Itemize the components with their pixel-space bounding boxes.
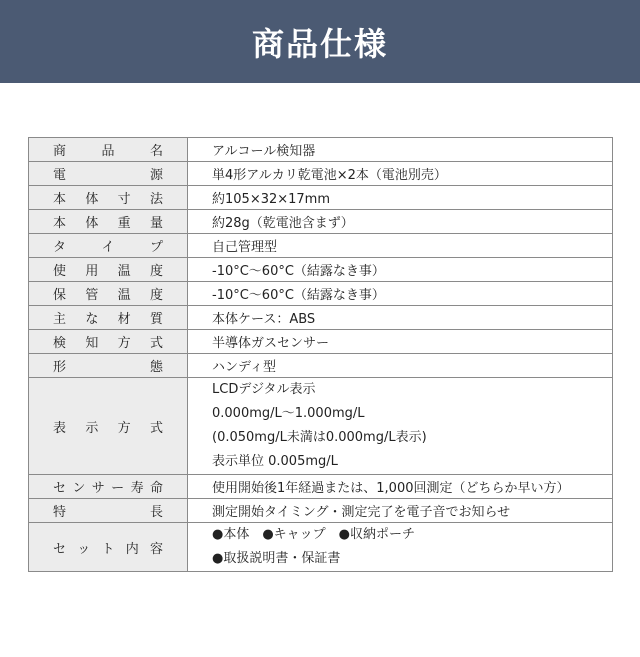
spec-label-char: プ xyxy=(149,240,163,255)
spec-label-char: 法 xyxy=(149,192,163,207)
spec-value-cell xyxy=(188,138,613,162)
spec-value: ●取扱説明書・保証書 xyxy=(212,551,341,566)
spec-label-char: 度 xyxy=(149,264,163,279)
spec-value-cell xyxy=(188,306,613,330)
spec-label-char: 体 xyxy=(85,216,99,231)
spec-value: -10°C〜60°C（結露なき事） xyxy=(212,288,385,303)
spec-label-char: 体 xyxy=(85,192,99,207)
spec-label-cell xyxy=(29,210,188,234)
spec-label-char: 形 xyxy=(53,360,67,375)
spec-value: 本体ケース：ABS xyxy=(212,312,316,327)
spec-label-char: 方 xyxy=(117,420,131,436)
spec-value-cell xyxy=(188,258,613,282)
spec-label-char: 質 xyxy=(149,312,163,327)
spec-label-char: 量 xyxy=(149,216,163,231)
spec-label xyxy=(53,140,163,159)
spec-label xyxy=(53,236,163,255)
spec-label xyxy=(53,332,163,351)
spec-label-char: 電 xyxy=(53,168,67,183)
spec-label-cell xyxy=(29,378,188,475)
spec-label-char: ー xyxy=(111,481,125,496)
spec-value-cell xyxy=(188,354,613,378)
spec-value: 約105×32×17mm xyxy=(212,192,331,207)
spec-label-char: セ xyxy=(53,541,67,557)
spec-label xyxy=(53,356,163,375)
spec-label-char: 温 xyxy=(117,264,131,279)
spec-label-char: 寿 xyxy=(130,481,144,496)
spec-value: (0.050mg/L未満は0.000mg/L表示) xyxy=(212,430,427,445)
spec-label-char: 知 xyxy=(85,336,99,351)
spec-label-char: タ xyxy=(53,240,67,255)
spec-value: 表示単位 0.005mg/L xyxy=(212,454,338,469)
spec-label-cell xyxy=(29,282,188,306)
spec-value: ●本体 ●キャップ ●収納ポーチ xyxy=(212,527,416,542)
spec-label-char: 品 xyxy=(101,144,115,159)
spec-label-char: 本 xyxy=(53,192,67,207)
spec-label xyxy=(53,477,163,496)
spec-label-char: 式 xyxy=(149,336,163,351)
spec-label-char: 商 xyxy=(53,144,67,159)
spec-value: 単4形アルカリ乾電池×2本（電池別売） xyxy=(212,168,447,183)
page-title: 商品仕様 xyxy=(251,24,388,63)
spec-value-cell xyxy=(188,499,613,523)
spec-label-cell xyxy=(29,162,188,186)
spec-value-cell xyxy=(188,523,613,572)
spec-row xyxy=(29,523,613,572)
spec-value: ハンディ型 xyxy=(212,360,276,375)
spec-row xyxy=(29,162,613,186)
spec-table xyxy=(28,137,613,572)
spec-label-cell xyxy=(29,138,188,162)
spec-value-cell xyxy=(188,162,613,186)
spec-label-char: 寸 xyxy=(117,192,131,207)
spec-label-char: 材 xyxy=(117,312,131,327)
spec-value: 使用開始後1年経過または、1,000回測定（どちらか早い方） xyxy=(212,481,570,496)
spec-label-cell xyxy=(29,186,188,210)
spec-label-cell xyxy=(29,354,188,378)
spec-label-char: な xyxy=(85,312,99,327)
spec-label-char: イ xyxy=(101,240,115,255)
spec-label-char: 本 xyxy=(53,216,67,231)
spec-value: 測定開始タイミング・測定完了を電子音でお知らせ xyxy=(212,505,511,520)
header-banner xyxy=(0,0,640,83)
spec-row xyxy=(29,378,613,475)
spec-value-cell xyxy=(188,475,613,499)
spec-label xyxy=(53,284,163,303)
spec-row xyxy=(29,138,613,162)
spec-label-cell xyxy=(29,499,188,523)
spec-label-char: 名 xyxy=(149,144,163,159)
spec-label-char: サ xyxy=(91,481,105,496)
spec-label xyxy=(53,188,163,207)
spec-value-cell xyxy=(188,282,613,306)
spec-value: 約28g（乾電池含まず） xyxy=(212,216,354,231)
spec-label-cell xyxy=(29,330,188,354)
spec-value-cell xyxy=(188,234,613,258)
spec-label xyxy=(53,308,163,327)
spec-value: 半導体ガスセンサー xyxy=(212,336,330,351)
spec-value: 0.000mg/L〜1.000mg/L xyxy=(212,406,365,421)
spec-label-cell xyxy=(29,306,188,330)
spec-label-char: 保 xyxy=(53,288,67,303)
spec-row xyxy=(29,186,613,210)
spec-label-char: 管 xyxy=(85,288,99,303)
spec-value: -10°C〜60°C（結露なき事） xyxy=(212,264,385,279)
spec-label-char: セ xyxy=(53,481,67,496)
spec-value-cell xyxy=(188,186,613,210)
spec-label-char: 示 xyxy=(85,420,99,436)
spec-value-cell xyxy=(188,330,613,354)
spec-label-cell xyxy=(29,475,188,499)
spec-row xyxy=(29,330,613,354)
spec-label xyxy=(53,538,163,557)
spec-label-char: 容 xyxy=(149,541,163,557)
spec-row xyxy=(29,234,613,258)
spec-label-cell xyxy=(29,258,188,282)
spec-label xyxy=(53,212,163,231)
spec-row xyxy=(29,306,613,330)
spec-label-char: 使 xyxy=(53,264,67,279)
spec-label-char: 表 xyxy=(53,420,67,436)
spec-label-char: 命 xyxy=(149,481,163,496)
spec-label-cell xyxy=(29,523,188,572)
spec-label-char: 検 xyxy=(53,336,67,351)
spec-label-char: 重 xyxy=(117,216,131,231)
spec-label-char: 主 xyxy=(53,312,67,327)
spec-label-char: 長 xyxy=(149,505,163,520)
spec-label-char: ト xyxy=(101,541,115,557)
spec-label-char: 式 xyxy=(149,420,163,436)
spec-row xyxy=(29,354,613,378)
spec-label xyxy=(53,260,163,279)
spec-row xyxy=(29,475,613,499)
spec-value: 自己管理型 xyxy=(212,240,278,255)
spec-label-char: 源 xyxy=(149,168,163,183)
spec-label-char: 方 xyxy=(117,336,131,351)
spec-row xyxy=(29,499,613,523)
spec-label-char: ッ xyxy=(77,541,91,557)
spec-label xyxy=(53,417,163,436)
spec-row xyxy=(29,282,613,306)
spec-label xyxy=(53,164,163,183)
spec-label-char: 特 xyxy=(53,505,67,520)
spec-value: アルコール検知器 xyxy=(212,144,316,159)
spec-row xyxy=(29,258,613,282)
spec-label-char: 態 xyxy=(149,360,163,375)
spec-label xyxy=(53,501,163,520)
spec-label-char: ン xyxy=(72,481,86,496)
spec-row xyxy=(29,210,613,234)
spec-label-cell xyxy=(29,234,188,258)
spec-value: LCDデジタル表示 xyxy=(212,382,316,397)
spec-value-cell xyxy=(188,210,613,234)
spec-label-char: 温 xyxy=(117,288,131,303)
spec-label-char: 内 xyxy=(125,541,139,557)
spec-label-char: 用 xyxy=(85,264,99,279)
spec-value-cell xyxy=(188,378,613,475)
spec-label-char: 度 xyxy=(149,288,163,303)
